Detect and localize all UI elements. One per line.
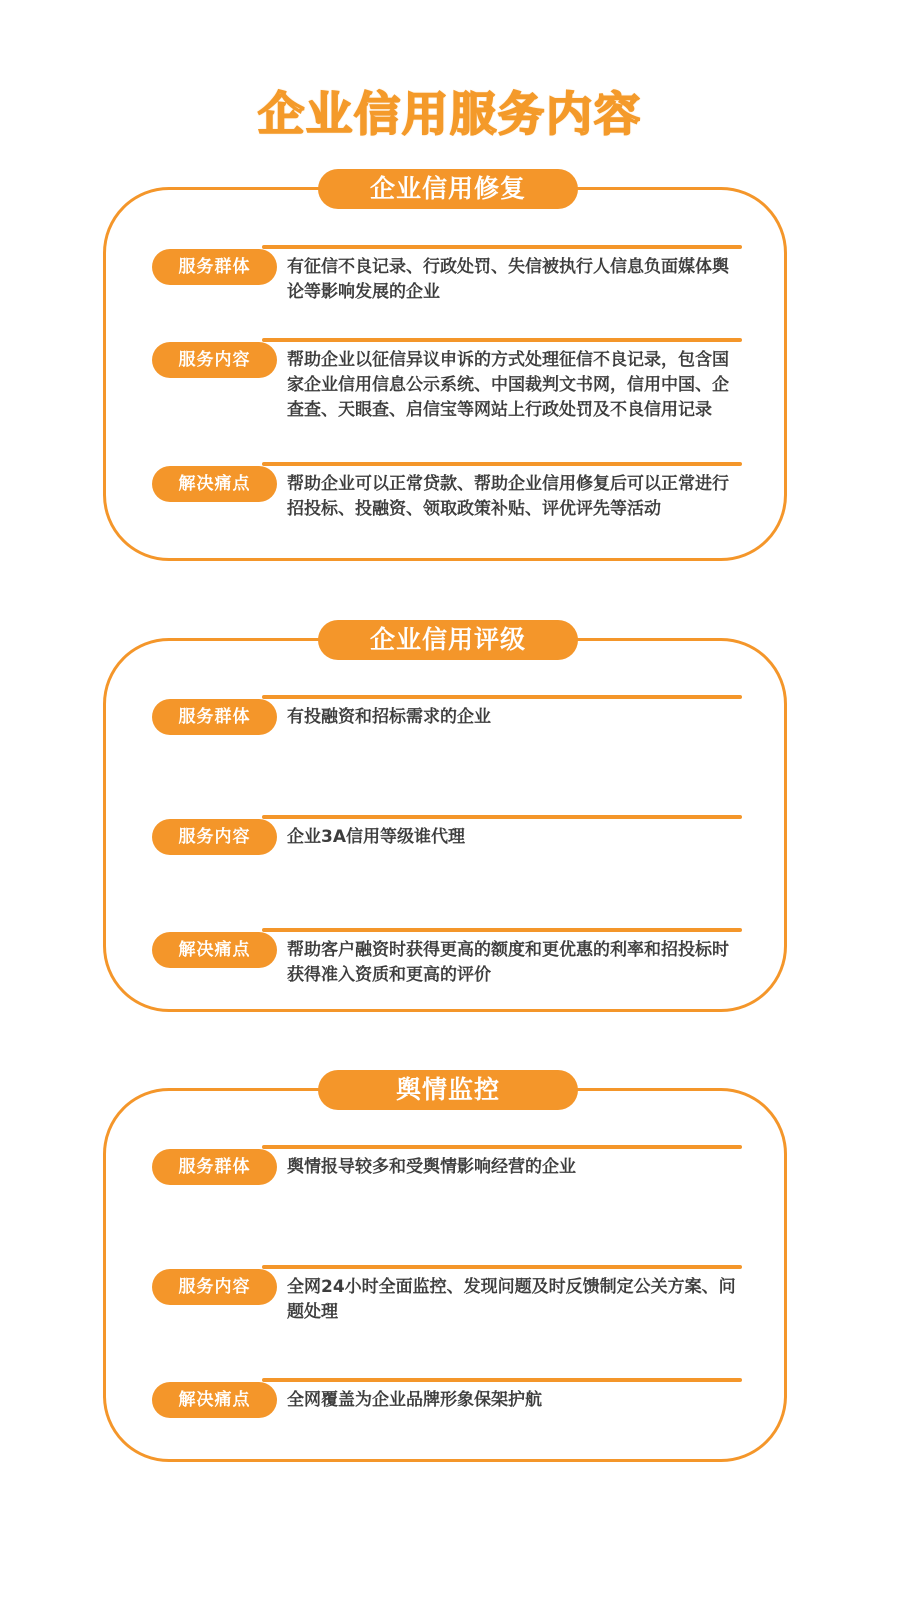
section-title: 企业信用评级 <box>318 620 578 660</box>
row-label-pill: 服务群体 <box>152 699 277 735</box>
row-text: 有投融资和招标需求的企业 <box>287 707 491 727</box>
row-divider <box>262 695 742 699</box>
row-label-pill: 解决痛点 <box>152 1382 277 1418</box>
row-divider <box>262 1145 742 1149</box>
row-label-pill: 服务群体 <box>152 1149 277 1185</box>
section-card-credit-rating <box>103 625 787 1012</box>
row-divider <box>262 338 742 342</box>
row-label-pill: 服务内容 <box>152 342 277 378</box>
row-label-pill: 服务群体 <box>152 249 277 285</box>
row-text: 全网覆盖为企业品牌形象保架护航 <box>287 1390 542 1410</box>
section-title: 舆情监控 <box>318 1070 578 1110</box>
section-card-credit-repair <box>103 174 787 561</box>
row-text: 帮助企业以征信异议申诉的方式处理征信不良记录，包含国家企业信用信息公示系统、中国裁判文书网，信用中国、企查查、天眼查、启信宝等网站上行政处罚及不良信用记录 <box>287 350 729 420</box>
row-text: 帮助企业可以正常贷款、帮助企业信用修复后可以正常进行招投标、投融资、领取政策补贴、评优评先等活动 <box>287 474 729 519</box>
row-divider <box>262 1378 742 1382</box>
row-label-pill: 解决痛点 <box>152 932 277 968</box>
section-title: 企业信用修复 <box>318 169 578 209</box>
row-text: 舆情报导较多和受舆情影响经营的企业 <box>287 1157 576 1177</box>
row-label-pill: 服务内容 <box>152 819 277 855</box>
row-divider <box>262 462 742 466</box>
row-label-pill: 解决痛点 <box>152 466 277 502</box>
page-title: 企业信用服务内容 <box>258 87 642 141</box>
row-divider <box>262 928 742 932</box>
section-card-sentiment-monitoring <box>103 1075 787 1462</box>
row-text: 帮助客户融资时获得更高的额度和更优惠的利率和招投标时获得准入资质和更高的评价 <box>287 940 729 985</box>
row-divider <box>262 815 742 819</box>
row-label-pill: 服务内容 <box>152 1269 277 1305</box>
row-divider <box>262 1265 742 1269</box>
row-text: 全网24小时全面监控、发现问题及时反馈制定公关方案、问题处理 <box>287 1277 736 1322</box>
row-text: 有征信不良记录、行政处罚、失信被执行人信息负面媒体舆论等影响发展的企业 <box>287 257 729 302</box>
row-text: 企业3A信用等级谁代理 <box>287 827 465 847</box>
row-divider <box>262 245 742 249</box>
